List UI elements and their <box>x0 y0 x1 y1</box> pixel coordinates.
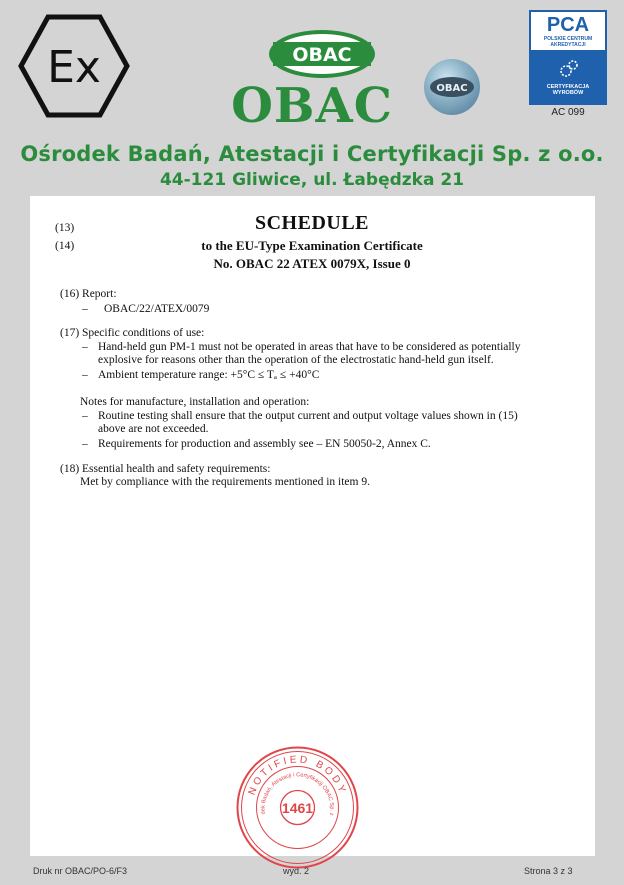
stamp-number: 1461 <box>281 800 314 816</box>
svg-text:OBAC: OBAC <box>436 83 468 94</box>
footer-form-number: Druk nr OBAC/PO-6/F3 <box>33 866 128 876</box>
item-18-label: (18) Essential health and safety requirements: <box>60 463 271 475</box>
item-16-label: (16) Report: <box>60 288 117 300</box>
footer-edition: wyd. 2 <box>283 866 310 876</box>
pca-logo: PCA <box>546 14 590 36</box>
notes-bullet-1-line-2: above are not exceeded. <box>98 423 209 435</box>
item-17-bullet-1-line-2: explosive for reasons other than the operation of the electrostatic hand-held gun itself. <box>98 354 494 366</box>
bullet-dash: – <box>82 369 88 381</box>
company-name: Ośrodek Badań, Atestacji i Certyfikacji Sp. z o.o. <box>20 142 604 166</box>
notes-bullet-2: Requirements for production and assembly see – EN 50050-2, Annex C. <box>98 438 431 450</box>
pca-accreditation-badge <box>529 10 607 105</box>
ex-symbol: Ex <box>47 42 101 93</box>
pca-accreditation-code: AC 099 <box>551 107 585 118</box>
field-number-13: (13) <box>55 222 75 234</box>
pca-cert-line1: CERTYFIKACJA <box>546 84 590 90</box>
schedule-subtitle: to the EU-Type Examination Certificate <box>201 238 423 253</box>
bullet-dash: – <box>82 303 88 315</box>
item-18-value: Met by compliance with the requirements mentioned in item 9. <box>80 476 370 488</box>
obac-wordmark: OBAC <box>231 78 393 134</box>
obac-emblem-logo <box>267 28 377 80</box>
pca-sub-line2: AKREDYTACJI <box>550 42 586 48</box>
item-17-bullet-1-line-1: Hand-held gun PM-1 must not be operated in areas that have to be considered as potentially <box>98 341 521 353</box>
pca-cert-line2: WYROBÓW <box>552 90 584 96</box>
item-16-value: OBAC/22/ATEX/0079 <box>104 303 210 315</box>
item-17-bullet-2: Ambient temperature range: +5°C ≤ Tₐ ≤ +40°C <box>98 369 320 381</box>
field-number-14: (14) <box>55 240 75 252</box>
svg-text:Ośrodek Badań, Atestacji i Cer: dek Badań, Atestacji i Certyfikacji OBAC Sp. z <box>260 772 335 816</box>
schedule-title: SCHEDULE <box>254 212 370 234</box>
certificate-number: No. OBAC 22 ATEX 0079X, Issue 0 <box>213 256 411 271</box>
bullet-dash: – <box>82 438 88 450</box>
footer-page-number: Strona 3 z 3 <box>524 866 573 876</box>
company-address: 44-121 Gliwice, ul. Łabędzka 21 <box>159 170 465 190</box>
bullet-dash: – <box>82 341 88 353</box>
notes-label: Notes for manufacture, installation and operation: <box>80 396 310 408</box>
notes-bullet-1-line-1: Routine testing shall ensure that the output current and output voltage values shown in (15) <box>98 410 518 422</box>
item-17-label: (17) Specific conditions of use: <box>60 327 205 339</box>
svg-text:NOTIFIED BODY: NOTIFIED BODY <box>246 754 349 797</box>
notified-body-stamp <box>235 745 360 870</box>
svg-text:OBAC: OBAC <box>292 44 352 66</box>
pca-sub-line1: POLSKIE CENTRUM <box>543 36 593 42</box>
gears-icon <box>558 59 580 79</box>
bullet-dash: – <box>82 410 88 422</box>
